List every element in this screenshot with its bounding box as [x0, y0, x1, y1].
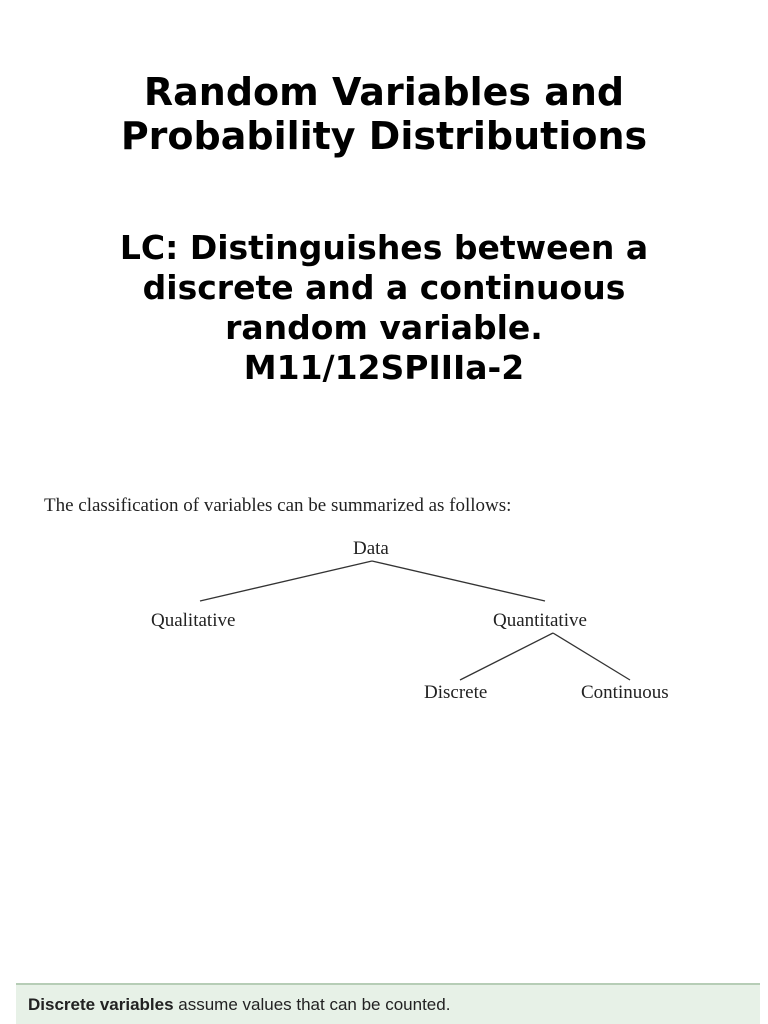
figure-intro-text: The classification of variables can be summarized as follows: — [44, 495, 512, 516]
definition-text — [28, 995, 450, 1015]
definition-box — [16, 983, 760, 1024]
slide-title — [0, 70, 768, 158]
definition-body: assume values that can be counted. — [173, 995, 451, 1014]
node-continuous: Continuous — [581, 682, 669, 703]
learning-competency — [0, 228, 768, 388]
classification-tree — [0, 530, 768, 720]
learning-competency-code: M11/12SPIIIa-2 — [243, 348, 525, 387]
learning-competency-line-1: LC: Distinguishes between a — [119, 228, 649, 267]
slide-title-line-2: Probability Distributions — [120, 114, 648, 158]
definition-term: Discrete variables — [28, 995, 174, 1014]
node-discrete: Discrete — [424, 682, 488, 703]
edge-data-quantitative — [372, 561, 545, 601]
slide-title-line-1: Random Variables and — [143, 70, 625, 114]
edge-data-qualitative — [200, 561, 372, 601]
learning-competency-line-2: discrete and a continuous — [142, 268, 626, 307]
edge-quantitative-discrete — [460, 633, 553, 680]
node-data: Data — [353, 538, 389, 559]
node-qualitative: Qualitative — [151, 610, 236, 631]
node-quantitative: Quantitative — [493, 610, 587, 631]
learning-competency-line-3: random variable. — [225, 308, 543, 347]
edge-quantitative-continuous — [553, 633, 630, 680]
